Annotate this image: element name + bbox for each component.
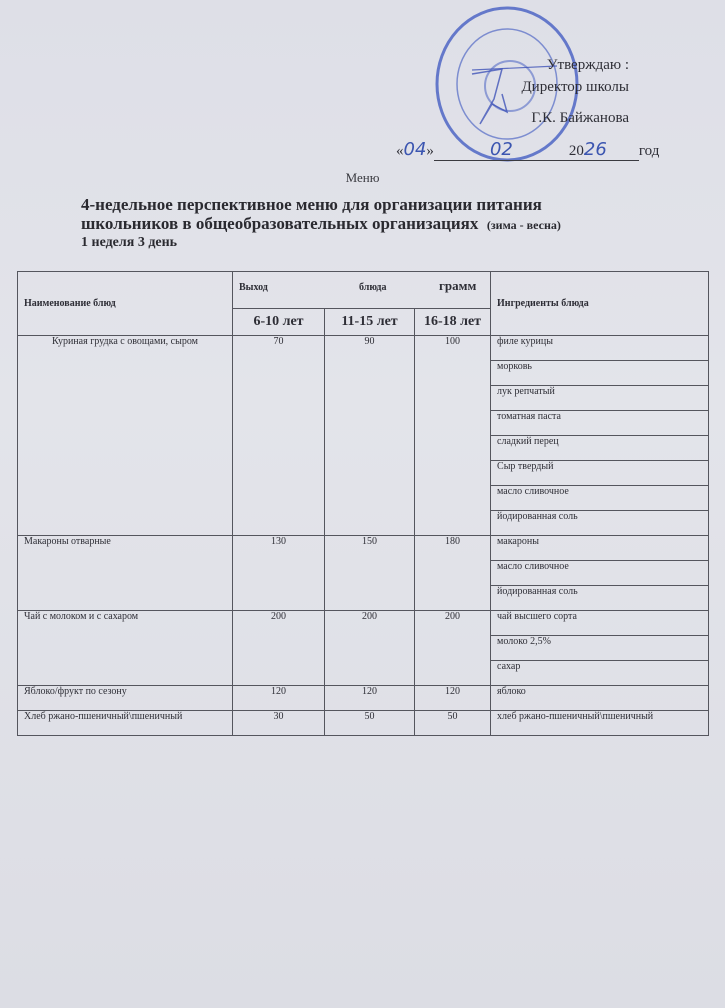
header-output-1: Выход [239,282,268,293]
date-quote-close: » [426,143,434,159]
ingredient: сладкий перец [491,436,709,461]
ingredient: молоко 2,5% [491,636,709,661]
header-age-11-15: 11-15 лет [325,309,415,336]
header-output-3: грамм [439,278,477,293]
header-age-16-18: 16-18 лет [415,309,491,336]
date-year-suffix: 26 [583,139,607,160]
dish-grams-16-18: 180 [415,536,491,611]
date-quote-open: « [396,143,404,159]
ingredient: лук репчатый [491,386,709,411]
menu-label: Меню [345,170,380,185]
ingredient: йодированная соль [491,586,709,611]
ingredient: макароны [491,536,709,561]
dish-grams-11-15: 200 [325,611,415,686]
dish-grams-11-15: 50 [325,711,415,736]
dish-grams-6-10: 130 [233,536,325,611]
dish-grams-16-18: 120 [415,686,491,711]
header-age-6-10: 6-10 лет [233,309,325,336]
ingredient: масло сливочное [491,561,709,586]
table-row [18,686,709,711]
date-year-prefix: 20 [568,143,584,159]
menu-table-body [18,336,709,736]
table-row [18,611,709,636]
header-output-2: блюда [359,282,387,293]
season-label: (зима - весна) [486,218,561,232]
header-dish-name: Наименование блюд [18,272,233,336]
title-line-1: 4-недельное перспективное меню для организации питания [81,195,542,214]
date-month: 02 [489,139,513,160]
title-line-2-text: школьников в общеобразовательных организациях [81,214,479,233]
ingredient: Сыр твердый [491,461,709,486]
dish-grams-16-18: 100 [415,336,491,536]
week-day-label: 1 неделя 3 день [81,235,178,250]
header-output [233,272,491,309]
title-line-2 [81,214,681,235]
ingredient: яблоко [491,686,709,711]
dish-grams-6-10: 120 [233,686,325,711]
dish-name: Хлеб ржано-пшеничный\пшеничный [18,711,233,736]
ingredient: томатная паста [491,411,709,436]
dish-grams-6-10: 200 [233,611,325,686]
approver-position: Директор школы [521,79,629,95]
page-title [81,195,681,235]
approval-date [396,139,659,161]
date-day: 04 [403,139,427,160]
dish-name: Куриная грудка с овощами, сыром [18,336,233,536]
table-row [18,536,709,561]
table-row [18,711,709,736]
ingredient: сахар [491,661,709,686]
table-row [18,336,709,361]
approver-name: Г.К. Байжанова [531,110,629,126]
year-word: год [638,143,660,159]
dish-grams-11-15: 150 [325,536,415,611]
date-month-line [434,139,569,161]
date-year-line [569,139,639,161]
ingredient: йодированная соль [491,511,709,536]
dish-grams-16-18: 50 [415,711,491,736]
header-ingredients: Ингредиенты блюда [491,272,709,336]
approval-label: Утверждаю : [546,57,629,73]
ingredient: масло сливочное [491,486,709,511]
dish-grams-16-18: 200 [415,611,491,686]
ingredient: морковь [491,361,709,386]
dish-grams-11-15: 90 [325,336,415,536]
ingredient: чай высшего сорта [491,611,709,636]
ingredient: хлеб ржано-пшеничный\пшеничный [491,711,709,736]
menu-table [17,271,709,736]
dish-grams-6-10: 30 [233,711,325,736]
dish-grams-11-15: 120 [325,686,415,711]
dish-grams-6-10: 70 [233,336,325,536]
ingredient: филе курицы [491,336,709,361]
dish-name: Чай с молоком и с сахаром [18,611,233,686]
dish-name: Яблоко/фрукт по сезону [18,686,233,711]
dish-name: Макароны отварные [18,536,233,611]
